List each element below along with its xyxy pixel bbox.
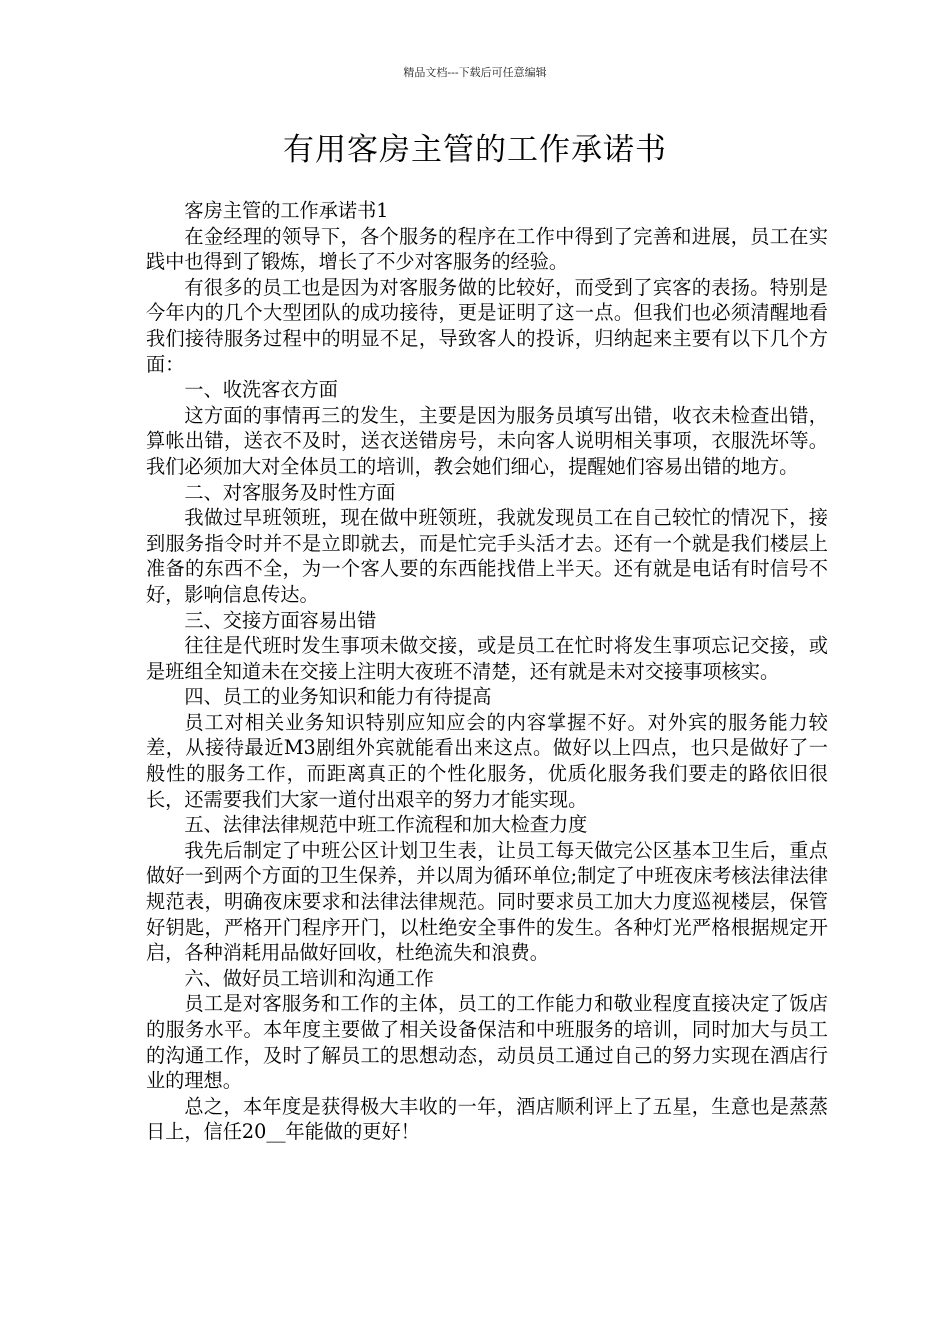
paragraph: 在金经理的领导下，各个服务的程序在工作中得到了完善和进展，员工在实践中也得到了锻炼，增长了不少对客服务的经验。	[146, 224, 828, 274]
paragraph: 我做过早班领班，现在做中班领班，我就发现员工在自己较忙的情况下，接到服务指令时并不是立即就去，而是忙完手头活才去。还有一个就是我们楼层上准备的东西不全，为一个客人要的东西能找借上半天。还有就是电话有时信号不好，影响信息传达。	[146, 506, 828, 606]
section-heading: 二、对客服务及时性方面	[184, 480, 396, 504]
paragraph: 员工对相关业务知识特别应知应会的内容掌握不好。对外宾的服务能力较差，从接待最近M3剧组外宾就能看出来这点。做好以上四点，也只是做好了一般性的服务工作，而距离真正的个性化服务，优质化服务我们要走的路依旧很长，还需要我们大家一道付出艰辛的努力才能实现。	[146, 710, 828, 811]
paragraph: 这方面的事情再三的发生，主要是因为服务员填写出错，收衣未检查出错，算帐出错，送衣不及时，送衣送错房号，未向客人说明相关事项，衣服洗坏等。我们必须加大对全体员工的培训，教会她们细心，提醒她们容易出错的地方。	[146, 403, 828, 478]
section-heading: 四、员工的业务知识和能力有待提高	[184, 685, 492, 709]
paragraph: 员工是对客服务和工作的主体，员工的工作能力和敬业程度直接决定了饭店的服务水平。本年度主要做了相关设备保洁和中班服务的培训，同时加大与员工的沟通工作，及时了解员工的思想动态，动员员工通过自己的努力实现在酒店行业的理想。	[146, 992, 828, 1093]
section-heading: 六、做好员工培训和沟通工作	[184, 966, 434, 990]
section-heading: 三、交接方面容易出错	[184, 608, 377, 632]
paragraph-subtitle: 客房主管的工作承诺书1	[184, 199, 389, 222]
paragraph: 有很多的员工也是因为对客服务做的比较好，而受到了宾客的表扬。特别是今年内的几个大型团队的成功接待，更是证明了这一点。但我们也必须清醒地看我们接待服务过程中的明显不足，导致客人的投诉，归纳起来主要有以下几个方面：	[146, 275, 828, 376]
paragraph-conclusion: 总之，本年度是获得极大丰收的一年，酒店顺利评上了五星，生意也是蒸蒸日上，信任20__年能做的更好！	[146, 1094, 828, 1144]
document-title: 有用客房主管的工作承诺书	[283, 132, 667, 168]
document-body	[146, 198, 828, 1145]
paragraph: 我先后制定了中班公区计划卫生表，让员工每天做完公区基本卫生后，重点做好一到两个方面的卫生保养，并以周为循环单位;制定了中班夜床考核法律法律规范表，明确夜床要求和法律法律规范。同时要求员工加大力度巡视楼层，保管好钥匙，严格开门程序开门，以杜绝安全事件的发生。各种灯光严格根据规定开启，各种消耗用品做好回收，杜绝流失和浪费。	[146, 838, 828, 965]
page-header: 精品文档---下载后可任意编辑	[403, 66, 547, 79]
section-heading: 一、收洗客衣方面	[184, 378, 338, 402]
paragraph: 往往是代班时发生事项未做交接，或是员工在忙时将发生事项忘记交接，或是班组全知道未在交接上注明大夜班不清楚，还有就是未对交接事项核实。	[146, 634, 828, 683]
section-heading: 五、法律法律规范中班工作流程和加大检查力度	[184, 813, 588, 837]
